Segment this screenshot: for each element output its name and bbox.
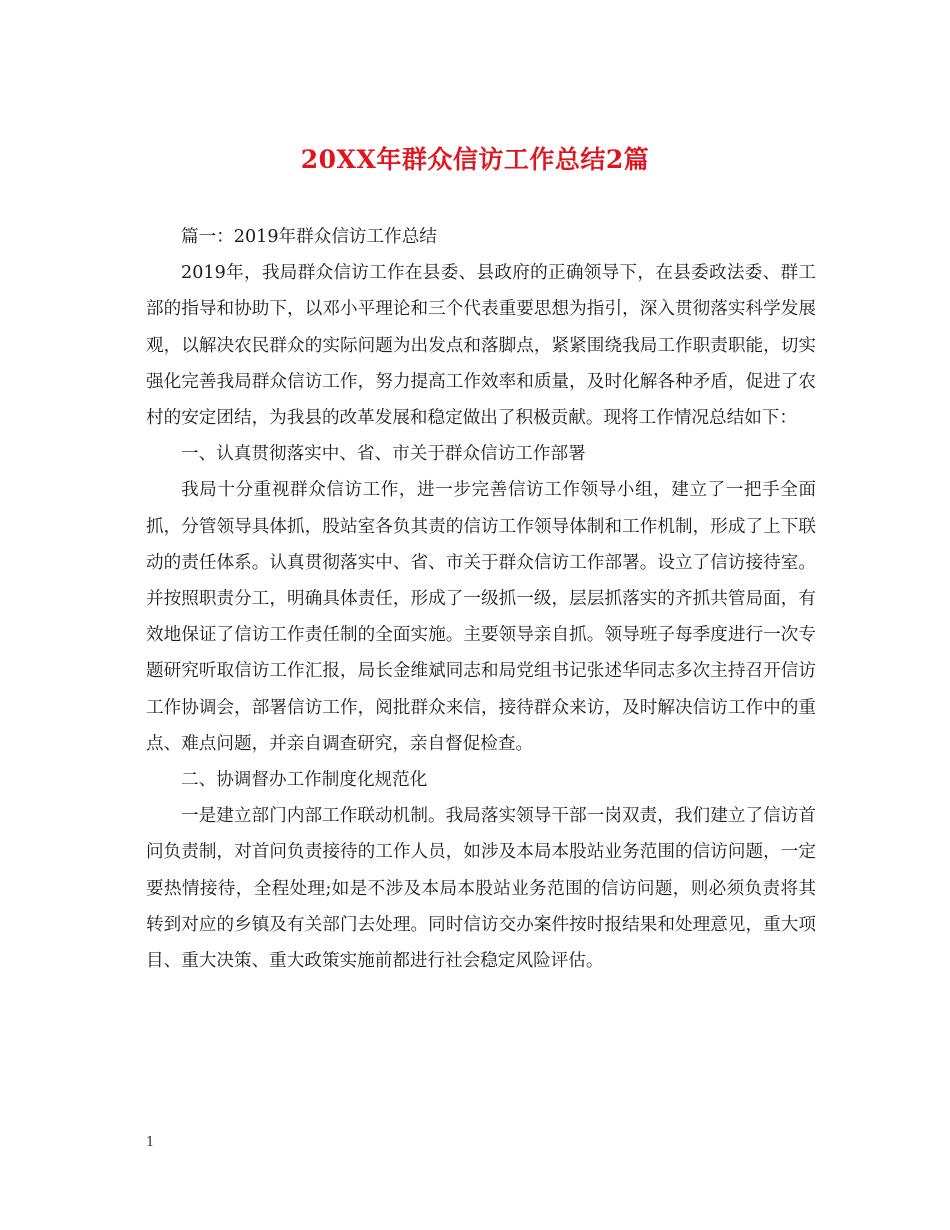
paragraph-mechanism: 一是建立部门内部工作联动机制。我局落实领导干部一岗双责，我们建立了信访首问负责制，对首问负责接待的工作人员，如涉及本局本股站业务范围的信访问题，一定要热情接待，全程处理;如是不涉及本局本股站业务范围的信访问题，则必须负责将其转到对应的乡镇及有关部门去处理。同时信访交办案件按时报结果和处理意见，重大项目、重大决策、重大政策实施前都进行社会稳定风险评估。 [146,806,816,972]
section-heading-two: 二、协调督办工作制度化规范化 [181,770,428,791]
document-title: 20XX年群众信访工作总结2篇 [300,145,650,174]
document-body [146,219,816,979]
page-number: 1 [146,1135,155,1150]
section-heading-part-one: 篇一：2019年群众信访工作总结 [181,227,437,247]
paragraph-leadership: 我局十分重视群众信访工作，进一步完善信访工作领导小组，建立了一把手全面抓，分管领导具体抓，股站室各负其责的信访工作领导体制和工作机制，形成了上下联动的责任体系。认真贯彻落实中、省、市关于群众信访工作部署。设立了信访接待室。并按照职责分工，明确具体责任，形成了一级抓一级，层层抓落实的齐抓共管局面，有效地保证了信访工作责任制的全面实施。主要领导亲自抓。领导班子每季度进行一次专题研究听取信访工作汇报，局长金维斌同志和局党组书记张述华同志多次主持召开信访工作协调会，部署信访工作，阅批群众来信，接待群众来访，及时解决信访工作中的重点、难点问题，并亲自调查研究，亲自督促检查。 [146,480,816,754]
section-heading-one: 一、认真贯彻落实中、省、市关于群众信访工作部署 [181,444,586,465]
paragraph-intro: 2019年，我局群众信访工作在县委、县政府的正确领导下，在县委政法委、群工部的指导和协助下，以邓小平理论和三个代表重要思想为指引，深入贯彻落实科学发展观，以解决农民群众的实际问题为出发点和落脚点，紧紧围绕我局工作职责职能，切实强化完善我局群众信访工作，努力提高工作效率和质量，及时化解各种矛盾，促进了农村的安定团结，为我县的改革发展和稳定做出了积极贡献。现将工作情况总结如下： [146,263,816,429]
